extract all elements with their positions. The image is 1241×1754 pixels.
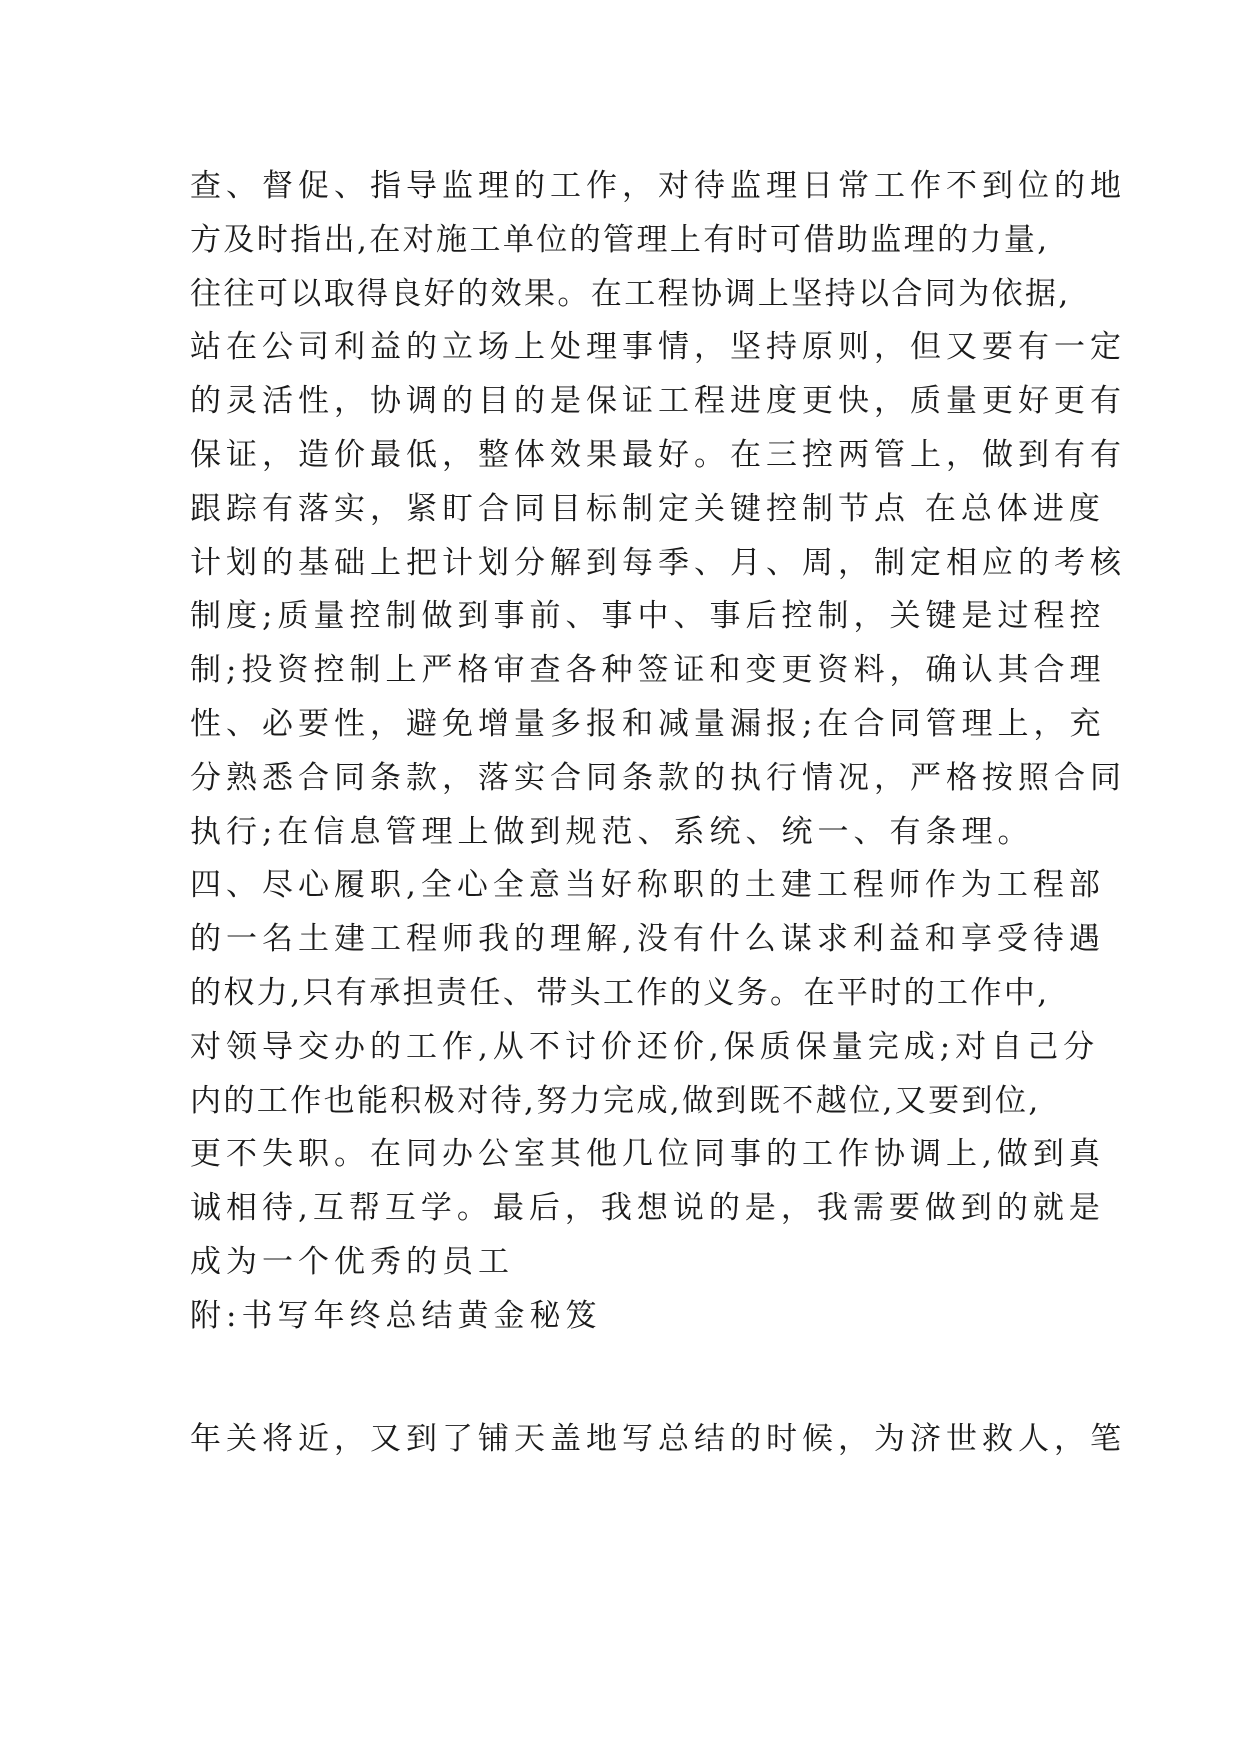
text-line: 计划的基础上把计划分解到每季、月、周，制定相应的考核 — [190, 544, 1126, 581]
text-line: 的一名土建工程师我的理解,没有什么谋求利益和享受待遇 — [190, 921, 1105, 958]
text-line: 分熟悉合同条款，落实合同条款的执行情况，严格按照合同 — [190, 759, 1126, 796]
text-line: 的灵活性，协调的目的是保证工程进度更快，质量更好更有 — [190, 383, 1126, 420]
text-line: 内的工作也能积极对待,努力完成,做到既不越位,又要到位, — [190, 1082, 1041, 1119]
text-line: 成为一个优秀的员工 — [190, 1243, 514, 1280]
section-heading-line: 四、尽心履职,全心全意当好称职的土建工程师作为工程部 — [190, 867, 1105, 904]
text-line: 保证，造价最低，整体效果最好。在三控两管上，做到有有 — [190, 436, 1126, 473]
appendix-title: 附:书写年终总结黄金秘笈 — [190, 1297, 602, 1334]
closing-text-line: 年关将近，又到了铺天盖地写总结的时候，为济世救人，笔 — [190, 1420, 1126, 1457]
text-line: 查、督促、指导监理的工作，对待监理日常工作不到位的地 — [190, 168, 1126, 204]
text-line: 诚相待,互帮互学。最后，我想说的是，我需要做到的就是 — [190, 1190, 1105, 1227]
text-line: 更不失职。在同办公室其他几位同事的工作协调上,做到真 — [190, 1136, 1105, 1173]
text-line: 跟踪有落实，紧盯合同目标制定关键控制节点 在总体进度 — [190, 490, 1105, 527]
text-line: 的权力,只有承担责任、带头工作的义务。在平时的工作中, — [190, 974, 1050, 1011]
text-line: 对领导交办的工作,从不讨价还价,保质保量完成;对自己分 — [190, 1028, 1100, 1065]
text-line: 性、必要性，避免增量多报和减量漏报;在合同管理上，充 — [190, 705, 1106, 742]
text-line: 制;投资控制上严格审查各种签证和变更资料，确认其合理 — [190, 652, 1106, 689]
body-text — [190, 160, 1126, 1466]
text-line: 执行;在信息管理上做到规范、系统、统一、有条理。 — [190, 813, 1034, 850]
text-line: 制度;质量控制做到事前、事中、事后控制，关键是过程控 — [190, 598, 1106, 635]
text-line: 方及时指出,在对施工单位的管理上有时可借助监理的力量, — [190, 221, 1050, 258]
text-line: 站在公司利益的立场上处理事情，坚持原则，但又要有一定 — [190, 329, 1126, 366]
paragraph-gap — [190, 1344, 1090, 1413]
text-line: 往往可以取得良好的效果。在工程协调上坚持以合同为依据, — [190, 275, 1071, 312]
